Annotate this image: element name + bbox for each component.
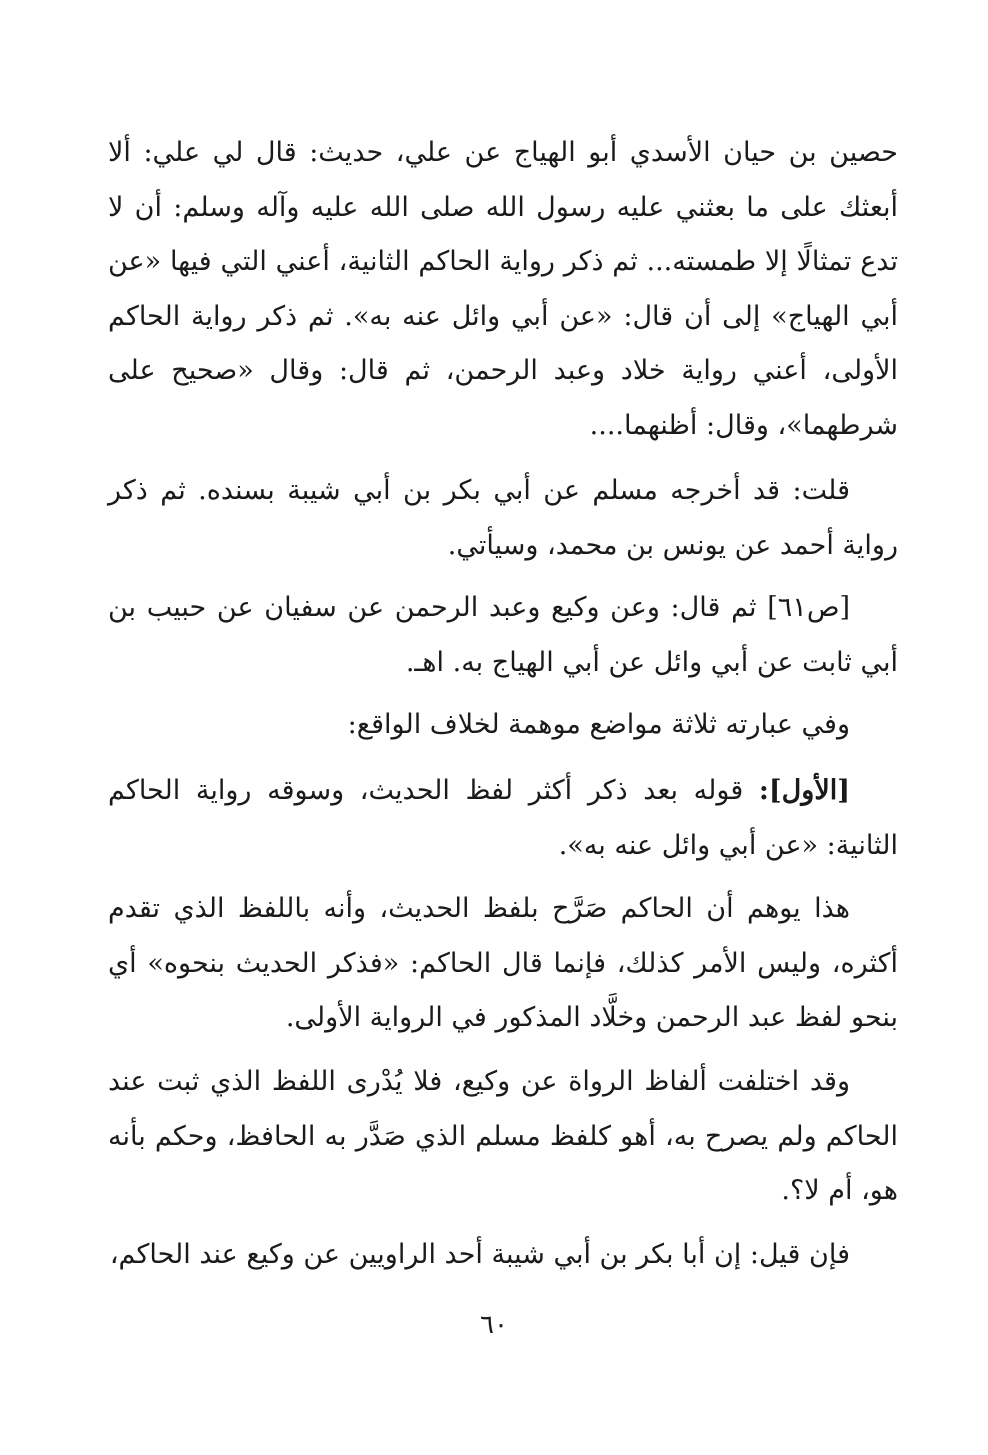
paragraph-page-ref [108,581,898,690]
paragraph-text: حصين بن حيان الأسدي أبو الهياج عن علي، حديث: قال لي علي: ألا أبعثك على ما بعثني عليه رسول الله صلى الله عليه وآله وسلم: أن لا تدع تمثالًا إلا طمسته... ثم ذكر رواية الحاكم الثانية، أعني التي فيها «عن أبي الهياج» إلى أن قال: «عن أبي وائل عنه به». ثم ذكر رواية الحاكم الأولى، أعني رواية خلاد وعبد الرحمن، ثم قال: وقال «صحيح على شرطهما»، وقال: أظنهما.... [108,137,898,441]
paragraph-text: [ص٦١] ثم قال: وعن وكيع وعبد الرحمن عن سفيان عن حبيب بن أبي ثابت عن أبي وائل عن أبي الهياج به. اهـ. [108,592,898,678]
paragraph-text: فإن قيل: إن أبا بكر بن أبي شيبة أحد الراويين عن وكيع عند الحاكم، [109,1239,850,1270]
paragraph-continuation [108,126,898,453]
paragraph-qult [108,464,898,573]
paragraph-first-point [108,764,898,873]
paragraph-three-places [108,698,898,753]
paragraph-text: هذا يوهم أن الحاكم صَرَّح بلفظ الحديث، وأنه باللفظ الذي تقدم أكثره، وليس الأمر كذلك، فإنما قال الحاكم: «فذكر الحديث بنحوه» أي بنحو لفظ عبد الرحمن وخلَّاد المذكور في الرواية الأولى. [108,893,898,1033]
first-point-label: [الأول]: [758,775,850,806]
paragraph-text: وقد اختلفت ألفاظ الرواة عن وكيع، فلا يُدْرى اللفظ الذي ثبت عند الحاكم ولم يصرح به، أهو كلفظ مسلم الذي صَدَّر به الحافظ، وحكم بأنه هو، أم لا؟. [108,1066,898,1206]
paragraph-variation [108,1055,898,1219]
paragraph-text: وفي عبارته ثلاثة مواضع موهمة لخلاف الواقع: [347,709,850,740]
page-number: ٦٠ [480,1310,508,1340]
paragraph-objection [108,1228,898,1283]
paragraph-text [108,764,898,873]
first-point-text: قوله بعد ذكر أكثر لفظ الحديث، وسوقه رواية الحاكم الثانية: «عن أبي وائل عنه به». [108,775,898,861]
paragraph-explanation [108,882,898,1046]
paragraph-text: قلت: قد أخرجه مسلم عن أبي بكر بن أبي شيبة بسنده. ثم ذكر رواية أحمد عن يونس بن محمد، وسيأتي. [108,475,898,561]
